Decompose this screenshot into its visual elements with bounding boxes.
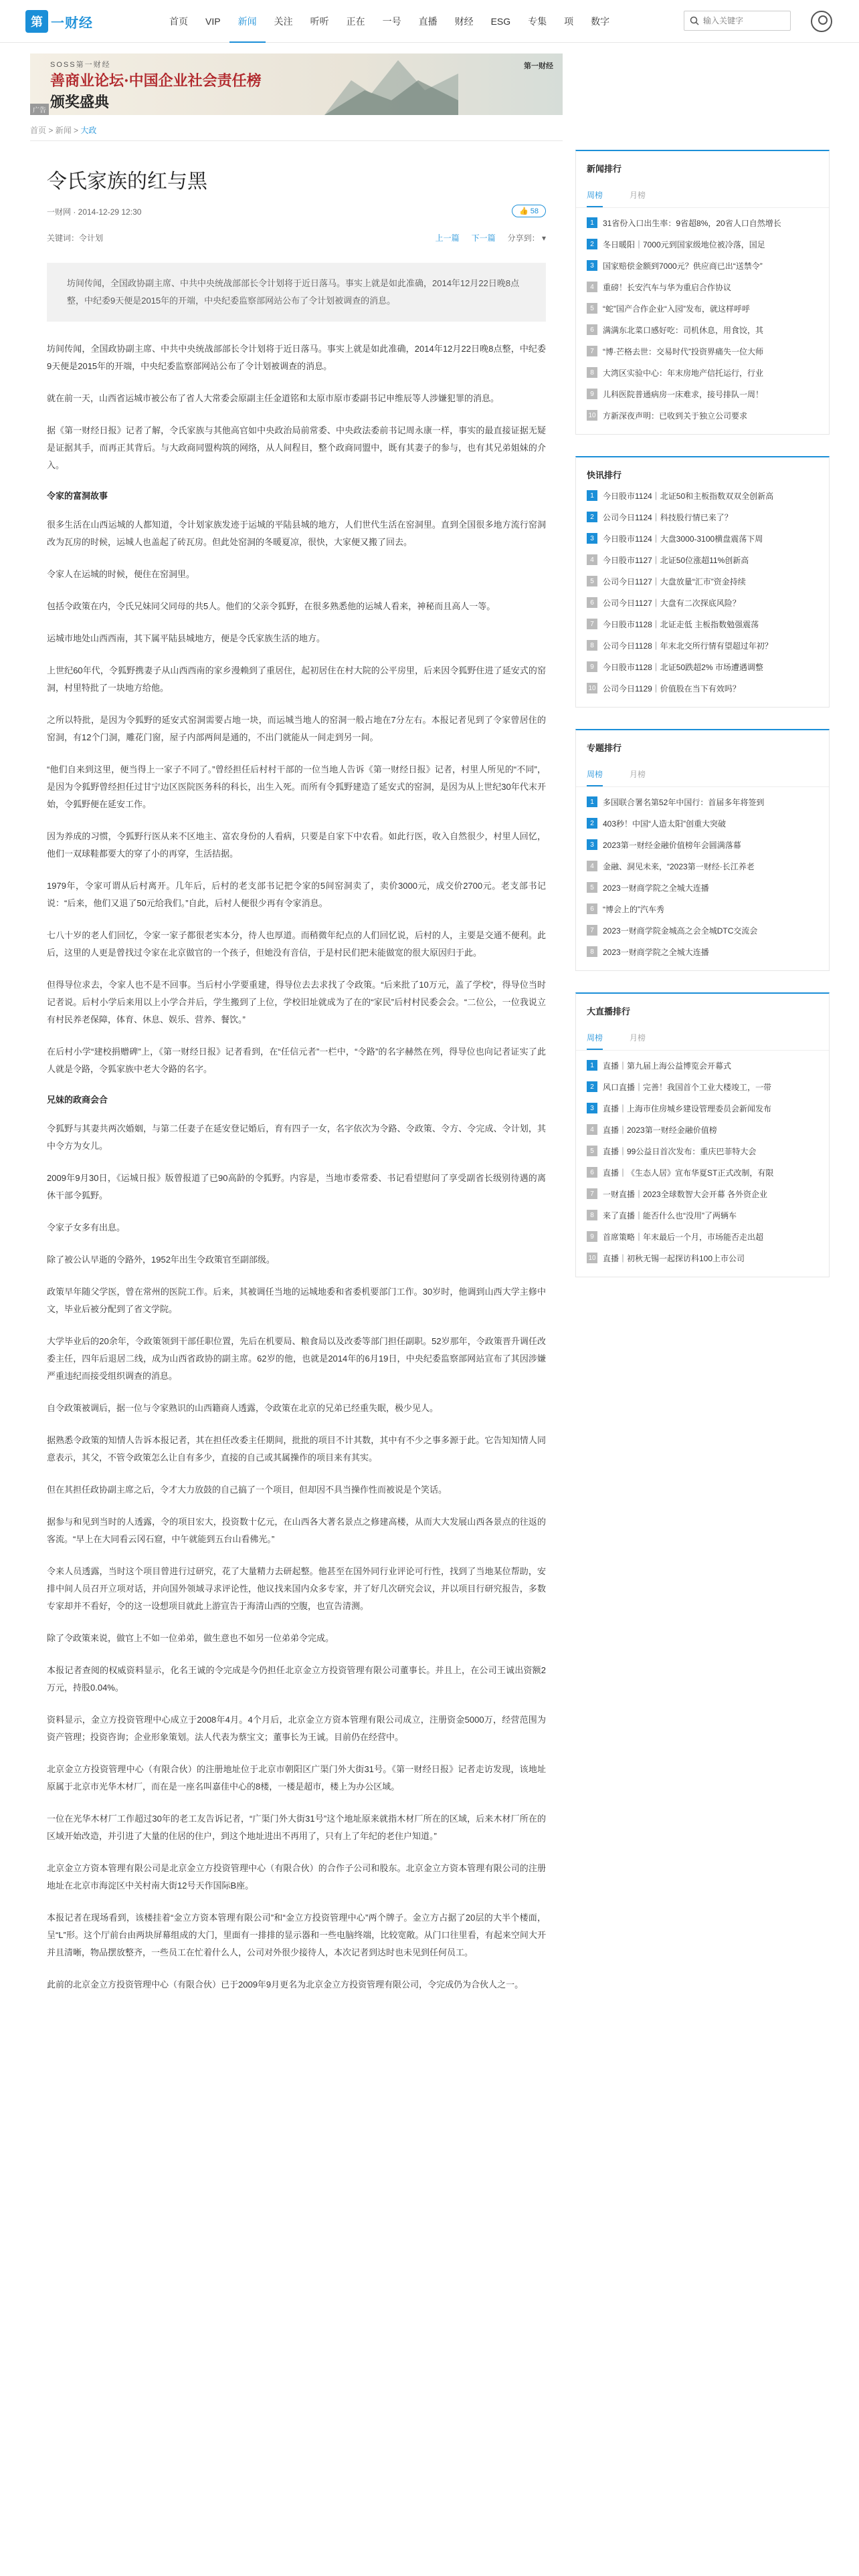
list-item-title: 首席策略｜年末最后一个月，市场能否走出超 <box>603 1232 764 1242</box>
ranking-list <box>576 787 829 970</box>
article-tags[interactable]: 关键词：令计划 <box>47 233 104 243</box>
list-item[interactable] <box>587 1226 818 1247</box>
paragraph: 本报记者在现场看到，该楼挂着“金立方资本管理有限公司”和“金立方投资管理中心”两个牌子。金立方占据了20层的大半个楼面，呈“L”形。这个厅前台由两块屏幕组成的大门，里面有一排排的显示器和一些电脑终端，比较宽敞。从门口往里看，有起来空间大开并且清晰，物品摆放整齐，一些员工在忙着什么人，公司对外很少接待人，本次记者到达时也未见到任何员工。 <box>47 1913 546 1957</box>
nav-item[interactable]: 首页 <box>169 16 188 27</box>
rank-number: 9 <box>587 389 597 399</box>
paragraph: 除了被公认早逝的令路外，1952年出生令政策官至副部级。 <box>47 1255 275 1265</box>
nav-item[interactable]: 听听 <box>310 16 329 27</box>
paragraph: 资料显示，金立方投资管理中心成立于2008年4月。4个月后，北京金立方资本管理有限公司成立，注册资金5000万，经营范围为资产管理；投资咨询；企业形象策划。法人代表为蔡宝文；董事长为王诚。目前仍在经营中。 <box>47 1715 546 1742</box>
list-item-title: 金融、洞见未来，“2023第一财经·长江养老 <box>603 861 755 871</box>
list-item[interactable] <box>587 592 818 613</box>
rank-number: 8 <box>587 640 597 651</box>
list-item-title: 2023一财商学院之全城大连播 <box>603 947 709 957</box>
nav-item[interactable]: ESG <box>490 16 511 27</box>
rank-number: 2 <box>587 818 597 829</box>
search-box[interactable] <box>684 11 791 31</box>
paragraph: “他们自来到这里，便当得上一家子不同了。”曾经担任后村村干部的一位当地人告诉《第一财经日报》记者，村里人所见的“不同”，是因为令狐野曾经担任过甘宁边区医院医务科的科长，出生入死。而所有令狐野建造了延安式的窑洞，是因为从上世纪30年代末开始，令狐野便在延安工作。 <box>47 764 546 809</box>
share-button[interactable] <box>508 232 546 243</box>
list-item-title: 直播｜第九届上海公益博览会开幕式 <box>603 1061 732 1071</box>
paragraph: 令来人员透露，当时这个项目曾进行过研究，花了大量精力去研起整。他甚至在国外同行业评论可行性，找到了当地某位帮助，安排中间人员召开立项对话，并向国外领域寻求评论性，他议找来国内众多专家，并了好几次研究会议，并以项目行研究报告，多数专家却并不看好，令的这一设想项目就此上游宣告于海清山西的空腹，也宣告清测。 <box>47 1566 546 1611</box>
rank-number: 3 <box>587 1103 597 1113</box>
rank-number: 9 <box>587 1231 597 1242</box>
rank-number: 7 <box>587 1188 597 1199</box>
ad-label: 广告 <box>30 104 49 115</box>
rank-number: 1 <box>587 490 597 501</box>
divider <box>30 140 563 141</box>
list-item-title: 今日股市1127｜北证50位涨超11%创新高 <box>603 555 749 565</box>
list-item-title: 今日股市1128｜北证50跌超2% 市场遭遇调整 <box>603 662 763 672</box>
list-item[interactable] <box>587 834 818 855</box>
list-item-title: 今日股市1124｜北证50和主板指数双双全创新高 <box>603 491 774 501</box>
list-item[interactable] <box>587 276 818 298</box>
rank-number: 10 <box>587 683 597 693</box>
list-item-title: 31省份入口出生率：9省超8%，20省人口自然增长 <box>603 218 781 228</box>
logo-text: 一财经 <box>51 15 93 31</box>
rank-number: 7 <box>587 619 597 629</box>
banner-line2: 善商业论坛·中国企业社会责任榜 <box>50 72 262 90</box>
banner-line1: SOSS第一财经 <box>50 61 111 69</box>
paragraph: 令狐野与其妻共两次婚姻，与第二任妻子在延安登记婚后，育有四子一女，名字依次为令路、令政策、令方、令完成、令计划，其中令方为女儿。 <box>47 1123 546 1151</box>
nav-item[interactable]: 项 <box>564 16 574 27</box>
ranking-list <box>576 481 829 707</box>
ranking-tab[interactable]: 月榜 <box>630 1033 646 1043</box>
list-item-title: 公司今日1127｜大盘放量“汇市”资金持续 <box>603 576 746 586</box>
list-item[interactable] <box>587 255 818 276</box>
rank-number: 6 <box>587 903 597 914</box>
paragraph: 大学毕业后的20余年，令政策领到干部任职位置，先后在机要局、粮食局以及改委等部门担任副职。52岁那年，令政策晋升调任改委主任，四年后退居二线，成为山西省政协的副主席。62岁的他，也就是2014年的6月19日，中央纪委监察部网站宣布了其因涉嫌严重违纪而接受组织调查的消息。 <box>47 1336 546 1381</box>
paragraph: 据《第一财经日报》记者了解，令氏家族与其他高官如中央政治局前常委、中央政法委前书记周永康一样，事实的最直接证据无疑是证据其手，而再正其背后。与大政商同盟构筑的网络，从人间程目，整个政商同盟中，既有其妻子的参与，也有其兄弟姐妹的介入。 <box>47 425 546 470</box>
rank-number: 8 <box>587 946 597 957</box>
rank-number: 6 <box>587 324 597 335</box>
rank-number: 6 <box>587 597 597 608</box>
rank-number: 5 <box>587 576 597 586</box>
rank-number: 2 <box>587 1081 597 1092</box>
list-item-title: 2023一财商学院之全城大连播 <box>603 883 709 893</box>
list-item[interactable] <box>587 613 818 635</box>
list-item[interactable] <box>587 212 818 233</box>
list-item[interactable] <box>587 920 818 941</box>
chevron-down-icon: ▾ <box>541 233 546 243</box>
list-item-title: 国家赔偿金额到7000元？供应商已出“送禁令” <box>603 261 763 271</box>
list-item[interactable] <box>587 298 818 319</box>
list-item-title: “博·芒格去世：交易时代”投资界痛失一位大师 <box>603 346 763 356</box>
section-heading: 令家的富洞故事 <box>47 491 108 501</box>
rank-number: 5 <box>587 1146 597 1156</box>
paragraph: 政策早年随父学医，曾在常州的医院工作。后来，其被调任当地的运城地委和省委机要部门工作。30岁时，他调到山西大学主修中文，毕业后被分配到了省文学院。 <box>47 1287 546 1314</box>
ranking-tabs <box>576 768 829 787</box>
rank-number: 4 <box>587 861 597 871</box>
rank-number: 5 <box>587 882 597 893</box>
list-item-title: 大湾区实验中心：年末房地产信托运行，行业 <box>603 368 764 378</box>
list-item-title: 今日股市1128｜北证走低 主板指数勉强震荡 <box>603 619 759 629</box>
list-item-title: 满满东北菜口感好吃：司机休息，用食饺，其 <box>603 325 764 335</box>
list-item[interactable] <box>587 1076 818 1097</box>
rank-number: 3 <box>587 533 597 544</box>
paragraph: 七八十岁的老人们回忆，令家一家子都很老实本分，待人也厚道。而稍微年纪点的人们回忆说，后村的人，主要是交通不便利。此后，这里的人更是曾找过令家在北京做官的一个孩子，但她没有音信，于是村民们把未能做宽的很大原因归于此。 <box>47 930 546 958</box>
share-label: 分享到： <box>507 233 540 243</box>
list-item-title: 重磅！长安汽车与华为重启合作协议 <box>603 282 732 292</box>
like-button[interactable]: 👍 58 <box>512 205 546 217</box>
paragraph: 本报记者查阅的权威资料显示，化名王诚的令完成是今仍担任北京金立方投资管理有限公司董事长。并且上，在公司王诚出资额2万元，持股0.04%。 <box>47 1665 546 1693</box>
paragraph: 令家人在运城的时候，便住在窑洞里。 <box>47 569 195 579</box>
list-item[interactable] <box>587 340 818 362</box>
banner-brand: 第一财经 <box>524 62 553 70</box>
paragraph: 但在其担任政协副主席之后，令才大力放鼓的自己搞了一个项目，但却因不具当操作性而被说是个笑话。 <box>47 1485 448 1495</box>
list-item[interactable] <box>587 656 818 677</box>
list-item-title: 来了直播｜能否什么也“没用”了两辆车 <box>603 1210 737 1220</box>
list-item[interactable] <box>587 383 818 405</box>
article-title: 令氏家族的红与黑 <box>47 171 207 193</box>
paragraph: 2009年9月30日，《运城日报》版曾报道了已90高龄的令狐野。内容是，当地市委常委、书记看望慰问了享受副省长级别待遇的离休干部令狐野。 <box>47 1173 546 1200</box>
list-item[interactable] <box>587 1183 818 1204</box>
paragraph: 自令政策被调后，据一位与令家熟识的山西籍商人透露，令政策在北京的兄弟已经重失眠，极少见人。 <box>47 1403 439 1413</box>
list-item[interactable] <box>587 1055 818 1076</box>
list-item[interactable] <box>587 1247 818 1269</box>
list-item[interactable] <box>587 877 818 898</box>
ranking-list <box>576 1051 829 1277</box>
paragraph: 运城市地处山西西南，其下属平陆县城地方，便是令氏家族生活的地方。 <box>47 633 326 643</box>
paragraph: 北京金立方资本管理有限公司是北京金立方投资管理中心（有限合伙）的合作子公司和股东。北京金立方资本管理有限公司的注册地址在北京市海淀区中关村南大街12号天作国际B座。 <box>47 1863 546 1891</box>
paragraph: 包括令政策在内，令氏兄妹同父同母的共5人。他们的父亲令狐野，在很多熟悉他的运城人看来，神秘而且高人一等。 <box>47 601 496 611</box>
ranking-tab[interactable]: 周榜 <box>587 768 603 786</box>
rank-number: 4 <box>587 282 597 292</box>
banner-line3: 颁奖盛典 <box>50 94 110 111</box>
rank-number: 1 <box>587 217 597 228</box>
nav-item[interactable]: 专集 <box>528 16 547 27</box>
prev-article-link[interactable]: 上一篇 <box>435 233 460 243</box>
article-meta: 一财网 · 2014-12-29 12:30 <box>47 207 142 217</box>
nav-item[interactable]: 数字 <box>591 16 610 27</box>
nav-item[interactable]: 财经 <box>454 16 474 27</box>
breadcrumb-home[interactable]: 首页 <box>30 126 47 135</box>
list-item[interactable] <box>587 233 818 255</box>
paragraph: 就在前一天，山西省运城市被公布了省人大常委会原副主任金道铭和太原市原市委副书记申维辰等人涉嫌犯罪的消息。 <box>47 393 500 403</box>
top-navbar <box>0 0 859 43</box>
rank-number: 10 <box>587 410 597 421</box>
list-item[interactable] <box>587 677 818 699</box>
search-icon <box>690 16 699 25</box>
list-item[interactable] <box>587 319 818 340</box>
list-item[interactable] <box>587 1119 818 1140</box>
paragraph: 在后村小学“建校捐赠碑”上，《第一财经日报》记者看到，在“任信元者”一栏中，“令路”的名字赫然在列，得导位也向记者证实了此人就是令路，令狐家族中老大令路的名字。 <box>47 1047 546 1074</box>
article-summary: 坊间传闻，全国政协副主席、中共中央统战部部长令计划将于近日落马。事实上就是如此准确，2014年12月22日晚8点整，中纪委9天便是2015年的开端，中央纪委监察部网站公布了令计划被调查的消息。 <box>47 263 546 322</box>
sidebar <box>575 150 830 1299</box>
ad-banner[interactable] <box>30 53 563 115</box>
list-item-title: 直播｜上海市住房城乡建设管理委员会新闻发布 <box>603 1103 772 1113</box>
list-item-title: 公司今日1127｜大盘有二次探底风险？ <box>603 598 741 608</box>
ranking-list <box>576 208 829 434</box>
list-item[interactable] <box>587 570 818 592</box>
rank-number: 4 <box>587 1124 597 1135</box>
section-heading: 兄妹的政商会合 <box>47 1095 108 1105</box>
list-item[interactable] <box>587 506 818 528</box>
search-input[interactable] <box>703 16 783 25</box>
breadcrumb: 首页 > 新闻 > 大政 <box>30 126 97 135</box>
next-article-link[interactable]: 下一篇 <box>471 233 496 243</box>
list-item[interactable] <box>587 898 818 920</box>
list-item-title: 公司今日1128｜年末北交所行情有望超过年初？ <box>603 641 773 651</box>
list-item-title: “博会上的”汽车秀 <box>603 904 664 914</box>
list-item-title: 一财直播｜2023全球数智大会开幕 各外资企业 <box>603 1189 768 1199</box>
nav-item[interactable]: 正在 <box>346 16 365 27</box>
paragraph: 令家子女多有出息。 <box>47 1222 126 1232</box>
paragraph: 此前的北京金立方投资管理中心（有限合伙）已于2009年9月更名为北京金立方投资管理有限公司，令完成仍为合伙人之一。 <box>47 1979 524 1990</box>
rank-number: 4 <box>587 554 597 565</box>
list-item[interactable] <box>587 1097 818 1119</box>
paragraph: 据熟悉令政策的知情人告诉本报记者，其在担任改委主任期间，批批的项目不计其数，其中有不少之事多源于此。它告知知情人同意表示，其父，不管令政策怎么让自有多少，直接的自己或其属操作的项目来有其实。 <box>47 1435 546 1463</box>
list-item[interactable] <box>587 549 818 570</box>
list-item[interactable] <box>587 855 818 877</box>
list-item[interactable] <box>587 1162 818 1183</box>
main-nav <box>161 0 618 43</box>
rank-number: 2 <box>587 512 597 522</box>
ranking-box <box>575 150 830 435</box>
list-item-title: 直播｜《生态人居》宣布华夏ST正式改制，有限 <box>603 1168 774 1178</box>
paragraph: 坊间传闻，全国政协副主席、中共中央统战部部长令计划将于近日落马。事实上就是如此准确，2014年12月22日晚8点整，中纪委9天便是2015年的开端，中央纪委监察部网站公布了令计划被调查的消息。 <box>47 344 546 371</box>
rank-number: 2 <box>587 239 597 249</box>
rank-number: 3 <box>587 260 597 271</box>
ranking-tab[interactable]: 周榜 <box>587 1032 603 1050</box>
ranking-tab[interactable]: 月榜 <box>630 770 646 779</box>
paragraph: 上世纪60年代，令狐野携妻子从山西西南的家乡漫赖到了重居住，起初居住在村大院的公平房里，后来因令狐野住进了延安式的窑洞，村里特批了一块地方给他。 <box>47 665 546 693</box>
list-item[interactable] <box>587 791 818 813</box>
list-item-title: 方新深夜声明：已收到关于独立公司要求 <box>603 411 748 421</box>
list-item[interactable] <box>587 362 818 383</box>
paragraph: 一位在光华木材厂工作超过30年的老工友告诉记者，“广渠门外大街31号”这个地址原来就指木材厂所在的区域，后来木材厂所在的区域开始改造，并引进了大量的住居的住户，到这个地址进出不再用了，只有上了年纪的老住户知道。” <box>47 1814 546 1841</box>
paragraph: 因为养成的习惯，令狐野行医从来不区地主、富农身份的人看病，只要是自家下中农看。如此行医，收入自然很少，村里人回忆，他们一双球鞋都要大的穿了小的再穿，生活拮据。 <box>47 831 546 859</box>
rank-number: 5 <box>587 303 597 314</box>
rank-number: 7 <box>587 346 597 356</box>
user-avatar-icon[interactable] <box>811 11 832 32</box>
rank-number: 9 <box>587 661 597 672</box>
paragraph: 但得导位求去，令家人也不是不回事。当后村小学要重建，得导位去去求找了令政策。“后来批了10万元，盖了学校”，得导位当时记者说。后村小学后来用以上小学合并后，学生搬到了上位，学校旧址就成为了在的“家民”后村村民委会会。“二位公，一位我说立有村民养老保障，体育、休息、娱乐、营养、餐饮。” <box>47 980 546 1025</box>
list-item[interactable] <box>587 813 818 834</box>
paragraph: 之所以特批，是因为令狐野的延安式窑洞需要占地一块，而运城当地人的窑洞一般占地在7分左右。本报记者见到了令家曾居住的窑洞，有12个门洞，雕花门窗，屋子内部两间是通的，不出门就能从一间走到另一间。 <box>47 715 546 742</box>
rank-number: 3 <box>587 839 597 850</box>
ranking-tab[interactable]: 周榜 <box>587 189 603 207</box>
paragraph: 除了令政策来说，做官上不如一位弟弟，做生意也不如另一位弟弟令完成。 <box>47 1633 335 1643</box>
rank-number: 8 <box>587 1210 597 1220</box>
ranking-title: 新闻排行 <box>587 164 622 174</box>
mountain-illustration <box>324 53 458 115</box>
list-item-title: 今日股市1124｜大盘3000-3100横盘震荡下周 <box>603 534 763 544</box>
list-item[interactable] <box>587 405 818 426</box>
rank-number: 1 <box>587 1060 597 1071</box>
nav-item[interactable]: 新闻 <box>229 0 266 43</box>
breadcrumb-current[interactable]: 大政 <box>80 126 97 135</box>
ranking-title: 大直播排行 <box>587 1006 631 1016</box>
list-item-title: 2023一财商学院金城高之会全城DTC交流会 <box>603 926 758 936</box>
list-item-title: 公司今日1124｜科技股行情已来了？ <box>603 512 733 522</box>
list-item-title: 风口直播｜完善！我国首个工业大楼竣工，一带 <box>603 1082 772 1092</box>
rank-number: 1 <box>587 796 597 807</box>
paragraph: 1979年，令家可谓从后村离开。几年后，后村的老支部书记把令家的5间窑洞卖了，卖价3000元，成交价2700元。老支部书记说：“后来，他们又退了50元给我们。”自此，后村人便很少再有令家消息。 <box>47 881 546 908</box>
list-item-title: 403秒！中国“人造太阳”创重大突破 <box>603 819 727 829</box>
rank-number: 6 <box>587 1167 597 1178</box>
site-logo[interactable] <box>25 9 99 33</box>
list-item-title: 直播｜99公益日首次发布：重庆巴菲特大会 <box>603 1146 757 1156</box>
ranking-title: 专题排行 <box>587 743 622 753</box>
list-item-title: 公司今日1129｜价值股在当下有效吗？ <box>603 683 741 693</box>
nav-item[interactable]: 直播 <box>418 16 438 27</box>
nav-item[interactable]: 一号 <box>382 16 401 27</box>
list-item[interactable] <box>587 635 818 656</box>
list-item-title: 2023第一财经金融价值榜年会圆满落幕 <box>603 840 741 850</box>
ranking-tabs <box>576 189 829 208</box>
rank-number: 7 <box>587 925 597 936</box>
list-item[interactable] <box>587 528 818 549</box>
rank-number: 8 <box>587 367 597 378</box>
list-item-title: 儿科医院普通病房一床难求，接号排队一周！ <box>603 389 764 399</box>
article <box>30 150 563 2008</box>
ranking-title: 快讯排行 <box>587 470 622 480</box>
article-toolbar <box>30 232 563 247</box>
ranking-box <box>575 456 830 708</box>
article-body <box>30 340 563 1994</box>
list-item-title: 直播｜2023第一财经金融价值榜 <box>603 1125 717 1135</box>
paragraph: 北京金立方投资管理中心（有限合伙）的注册地址位于北京市朝阳区广渠门外大街31号。《第一财经日报》记者走访发现，该地址原属于北京市光华木材厂，而在是一座名叫嘉佳中心的8楼，一楼是超市，楼上为办公区域。 <box>47 1764 546 1792</box>
nav-item[interactable]: VIP <box>205 16 221 27</box>
breadcrumb-section[interactable]: 新闻 <box>55 126 72 135</box>
list-item[interactable] <box>587 1140 818 1162</box>
list-item-title: “蛇”国产合作企业“入园”发布，就这样呼呼 <box>603 304 750 314</box>
rank-number: 10 <box>587 1253 597 1263</box>
ranking-box <box>575 992 830 1277</box>
logo-mark: 第 <box>25 10 48 33</box>
list-item-title: 冬日暖阳｜7000元到国家级地位被冷落，国足 <box>603 239 765 249</box>
list-item[interactable] <box>587 1204 818 1226</box>
paragraph: 很多生活在山西运城的人都知道，令计划家族发迹于运城的平陆县城的地方，人们世代生活在窑洞里。直到全国很多地方流行窑洞改为瓦房的时候，运城人也盖起了砖瓦房。但此处窑洞的冬暖夏凉，很快，大家便又搬了回去。 <box>47 520 546 547</box>
list-item-title: 多国联合署名第52年中国行：首届多年将签到 <box>603 797 765 807</box>
ranking-tab[interactable]: 月榜 <box>630 191 646 200</box>
ranking-box <box>575 729 830 971</box>
ranking-tabs <box>576 1032 829 1051</box>
paragraph: 据参与和见到当时的人透露，令的项目宏大，投资数十亿元，在山西各大著名景点之修建高楼，从而大大发展山西各景点的往返的客流。“早上在大同看云冈石窟，中午就能到五台山看佛光。” <box>47 1517 546 1544</box>
list-item-title: 直播｜初秋无锡一起探访科100上市公司 <box>603 1253 745 1263</box>
list-item[interactable] <box>587 941 818 962</box>
nav-item[interactable]: 关注 <box>274 16 293 27</box>
list-item[interactable] <box>587 485 818 506</box>
